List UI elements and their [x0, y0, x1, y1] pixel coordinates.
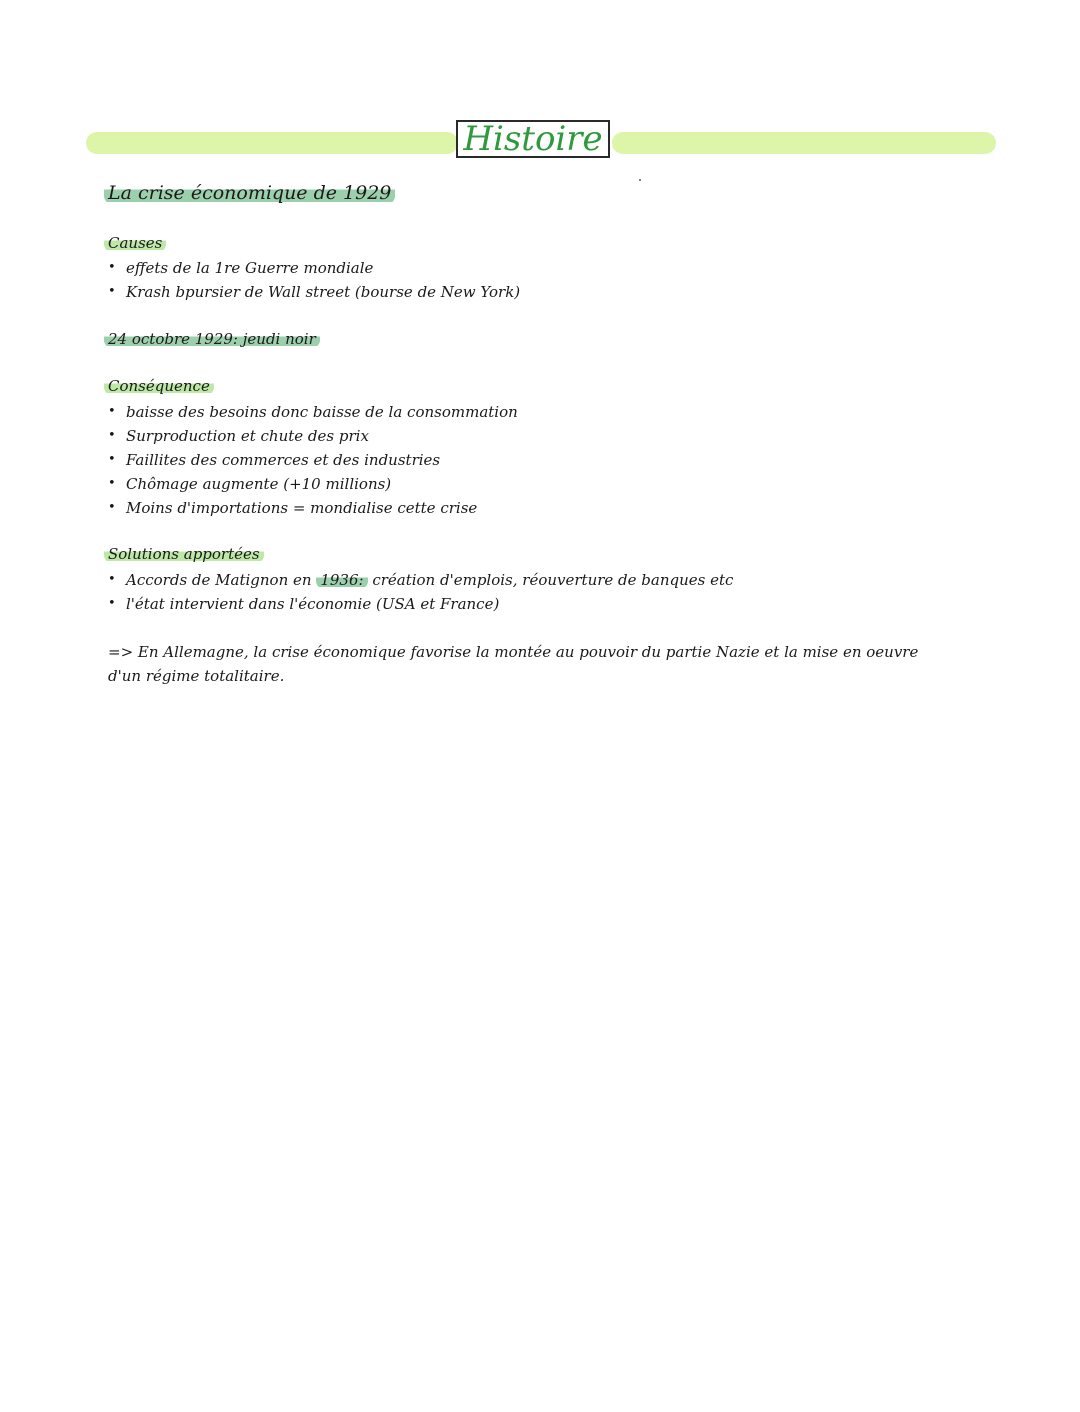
- consequence-heading: [104, 377, 214, 395]
- list-item: • Chômage augmente (+10 millions): [108, 472, 518, 496]
- list-item: • effets de la 1re Guerre mondiale: [108, 256, 520, 280]
- date-heading-text: 24 octobre 1929: jeudi noir: [104, 330, 320, 348]
- causes-list: [108, 256, 520, 304]
- solution-1-year: 1936:: [316, 571, 367, 589]
- list-item: • baisse des besoins donc baisse de la consommation: [108, 400, 518, 424]
- stray-dot: [639, 179, 641, 181]
- causes-heading: [104, 234, 166, 252]
- list-item: • l'état intervient dans l'économie (USA et France): [108, 592, 733, 616]
- list-item: [108, 568, 733, 592]
- list-item: • Krash bpursier de Wall street (bourse de New York): [108, 280, 520, 304]
- page-title: Histoire: [456, 120, 610, 158]
- main-heading-text: La crise économique de 1929: [104, 182, 395, 204]
- title-bar-right: [612, 132, 996, 154]
- consequence-label: Conséquence: [104, 377, 214, 395]
- list-item: • Faillites des commerces et des industries: [108, 448, 518, 472]
- solution-1-suffix: création d'emplois, réouverture de banques etc: [367, 571, 734, 589]
- solutions-list: [108, 568, 733, 616]
- causes-label: Causes: [104, 234, 166, 252]
- list-item: • Moins d'importations = mondialise cette crise: [108, 496, 518, 520]
- solutions-label: Solutions apportées: [104, 545, 264, 563]
- consequence-list: [108, 400, 518, 520]
- main-heading: [104, 182, 395, 204]
- list-item: • Surproduction et chute des prix: [108, 424, 518, 448]
- title-bar-left: [86, 132, 458, 154]
- solution-1-prefix: Accords de Matignon en: [126, 571, 317, 589]
- date-heading: [104, 330, 320, 348]
- solutions-heading: [104, 545, 264, 563]
- conclusion-text: => En Allemagne, la crise économique favorise la montée au pouvoir du partie Nazie et la mise en oeuvre d'un régime totalitaire.: [108, 643, 919, 685]
